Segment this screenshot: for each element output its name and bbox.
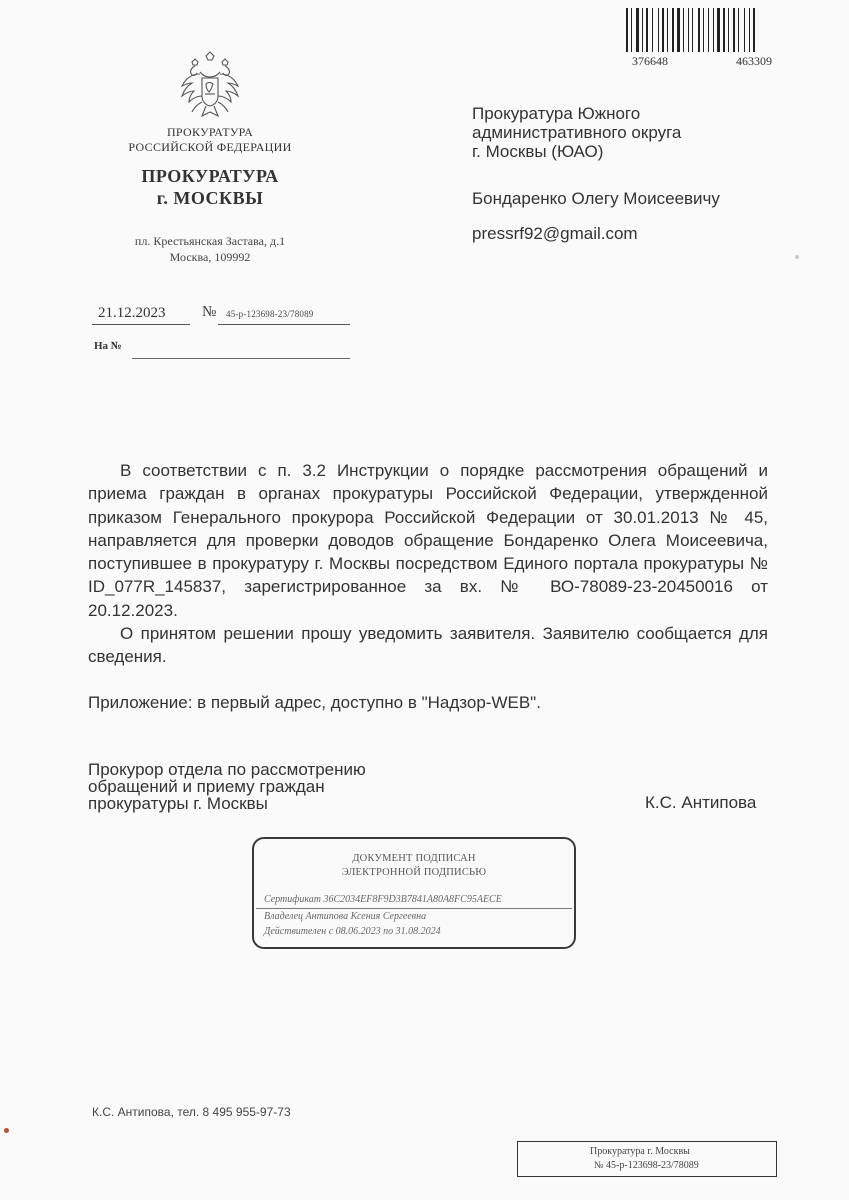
- signer-position-line-2: обращений и приему граждан: [88, 777, 325, 796]
- reply-to-underline: [132, 358, 350, 359]
- barcode-bar: [683, 8, 684, 52]
- barcode-bar: [636, 8, 639, 52]
- barcode-bar: [713, 8, 714, 52]
- double-headed-eagle-emblem-icon: [172, 50, 248, 124]
- barcode-bar: [672, 8, 674, 52]
- stamp-divider: [256, 908, 572, 909]
- recipient-organization: [472, 104, 792, 161]
- barcode-bar: [738, 8, 739, 52]
- agency-big-line-2: г. МОСКВЫ: [156, 188, 264, 208]
- barcode-bar: [698, 8, 700, 52]
- barcode-bar: [753, 8, 755, 52]
- barcode-bar: [717, 8, 720, 52]
- barcode-bar: [703, 8, 704, 52]
- registration-box-line-1: Прокуратура г. Москвы: [590, 1146, 690, 1157]
- agency-address: [100, 233, 320, 265]
- agency-line-1: ПРОКУРАТУРА: [166, 125, 254, 139]
- signer-position-line-3: прокуратуры г. Москвы: [88, 794, 268, 813]
- outgoing-number: 45-р-123698-23/78089: [226, 309, 314, 319]
- barcode-bar: [631, 8, 632, 52]
- appendix-note: Приложение: в первый адрес, доступно в "Надзор-WEB".: [88, 693, 541, 712]
- signer-position: [88, 761, 366, 812]
- recipient-org-line-2: административного округа: [472, 123, 682, 142]
- stamp-title-line-1: ДОКУМЕНТ ПОДПИСАН: [352, 853, 476, 864]
- barcode-bar: [692, 8, 693, 52]
- signer-name: К.С. Антипова: [645, 793, 757, 812]
- barcode-bar: [749, 8, 750, 52]
- barcode-bar: [646, 8, 648, 52]
- barcode-bar: [652, 8, 653, 52]
- barcode-bar: [744, 8, 745, 52]
- outgoing-date: 21.12.2023: [98, 305, 166, 321]
- barcode-bar: [662, 8, 664, 52]
- barcode-numbers: [632, 54, 772, 69]
- registration-box-line-2: № 45-р-123698-23/78089: [594, 1160, 699, 1171]
- barcode-bar: [733, 8, 735, 52]
- barcode-bar: [677, 8, 680, 52]
- body-paragraph-1: В соответствии с п. 3.2 Инструкции о порядке рассмотрения обращений и приема граждан в органах прокуратуры Российской Федерации, утвержденной приказом Генерального прокурора Российской Федерации от 30.01.2013 № 45, направляется для проверки доводов обращение Бондаренко Олега Моисеевича, поступившее в прокуратуру г. Москвы посредством Единого портала прокуратуры № ID_077R_145837, зарегистрированное за вх. № ВО-78089-23-20450016 от 20.12.2023.: [88, 461, 768, 620]
- barcode-bar: [626, 8, 628, 52]
- barcode-bar: [723, 8, 725, 52]
- barcode-bar: [728, 8, 729, 52]
- barcode-bar: [667, 8, 668, 52]
- barcode-right-number: 463309: [736, 54, 772, 68]
- executor-contact: К.С. Антипова, тел. 8 495 955-97-73: [92, 1105, 291, 1119]
- scan-speck: [4, 1128, 9, 1133]
- recipient-org-line-3: г. Москвы (ЮАО): [472, 142, 604, 161]
- stamp-validity: Действителен с 08.06.2023 по 31.08.2024: [264, 926, 441, 937]
- scan-speck: [795, 255, 799, 259]
- stamp-certificate: Сертификат 36C2034EF8F9D3B7841A80A8FC95AECE: [264, 894, 502, 905]
- barcode: [626, 8, 770, 52]
- agency-address-line-2: Москва, 109992: [169, 250, 251, 264]
- recipient-email: pressrf92@gmail.com: [472, 224, 638, 243]
- number-sign: №: [202, 304, 217, 320]
- barcode-bar: [642, 8, 643, 52]
- signer-position-line-1: Прокурор отдела по рассмотрению: [88, 760, 366, 779]
- letter-body: [88, 459, 768, 669]
- stamp-owner: Владелец Антипова Ксения Сергеевна: [264, 911, 427, 922]
- agency-header-big: [100, 165, 320, 209]
- agency-big-line-1: ПРОКУРАТУРА: [141, 166, 279, 186]
- agency-header-small: [100, 125, 320, 155]
- number-underline: [218, 324, 350, 325]
- barcode-bar: [658, 8, 659, 52]
- barcode-bar: [708, 8, 709, 52]
- body-paragraph-2: О принятом решении прошу уведомить заявителя. Заявителю сообщается для сведения.: [88, 624, 768, 667]
- stamp-title: [252, 852, 576, 880]
- stamp-title-line-2: ЭЛЕКТРОННОЙ ПОДПИСЬЮ: [341, 867, 487, 878]
- agency-address-line-1: пл. Крестьянская Застава, д.1: [134, 234, 286, 248]
- agency-line-2: РОССИЙСКОЙ ФЕДЕРАЦИИ: [128, 140, 292, 154]
- recipient-name: Бондаренко Олегу Моисеевичу: [472, 189, 720, 208]
- recipient-org-line-1: Прокуратура Южного: [472, 104, 641, 123]
- reply-to-label: На №: [94, 340, 122, 352]
- date-underline: [92, 324, 190, 325]
- barcode-bar: [688, 8, 689, 52]
- barcode-left-number: 376648: [632, 54, 668, 68]
